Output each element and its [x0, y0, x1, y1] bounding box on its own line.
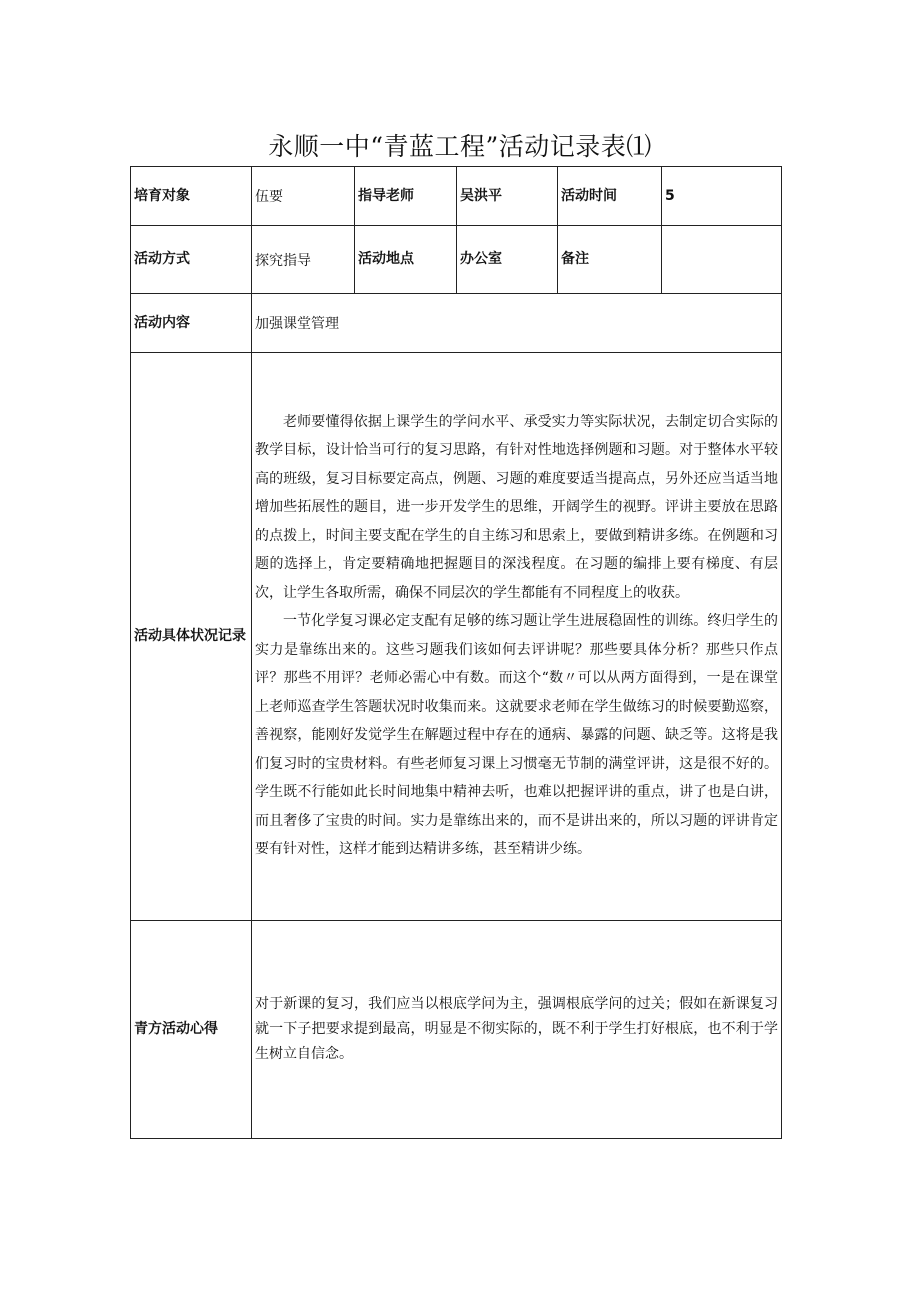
target-label: 培育对象: [131, 167, 252, 226]
reflection-text: 对于新课的复习，我们应当以根底学问为主，强调根底学问的过关；假如在新课复习就一下子把要求提到最高，明显是不彻实际的，既不利于学生打好根底，也不利于学生树立自信念。: [252, 921, 782, 1139]
record-body: [252, 353, 782, 921]
activity-record-table: [130, 166, 782, 1139]
reflection-label: 青方活动心得: [131, 921, 252, 1139]
teacher-label: 指导老师: [355, 167, 457, 226]
record-paragraph-1: 老师要懂得依据上课学生的学问水平、承受实力等实际状况，去制定切合实际的教学目标，设计恰当可行的复习思路，有针对性地选择例题和习题。对于整体水平较高的班级，复习目标要定高点，例题、习题的难度要适当提高点，另外还应当适当地增加些拓展性的题目，进一步开发学生的思维，开阔学生的视野。评讲主要放在思路的点拨上，时间主要支配在学生的自主练习和思索上，要做到精讲多练。在例题和习题的选择上，肯定要精确地把握题目的深浅程度。在习题的编排上要有梯度、有层次，让学生各取所需，确保不同层次的学生都能有不同程度上的收获。: [255, 413, 778, 601]
table-row: [131, 353, 782, 921]
table-row: [131, 921, 782, 1139]
time-value: 5: [662, 167, 782, 226]
page-title: 永顺一中“青蓝工程”活动记录表⑴: [268, 132, 652, 161]
record-paragraph-2: 一节化学复习课必定支配有足够的练习题让学生进展稳固性的训练。终归学生的实力是靠练出来的。这些习题我们该如何去评讲呢？那些要具体分析？那些只作点评？那些不用评？老师必需心中有数。而这个“数〃可以从两方面得到，一是在课堂上老师巡查学生答题状况时收集而来。这就要求老师在学生做练习的时候要勤巡察，善视察，能刚好发觉学生在解题过程中存在的通病、暴露的问题、缺乏等。这将是我们复习时的宝贵材料。有些老师复习课上习惯毫无节制的满堂评讲，这是很不好的。学生既不行能如此长时间地集中精神去听，也难以把握评讲的重点，讲了也是白讲，而且奢侈了宝贵的时间。实力是靠练出来的，而不是讲出来的，所以习题的评讲肯定要有针对性，这样才能到达精讲多练，甚至精讲少练。: [255, 613, 778, 857]
content-value: 加强课堂管理: [252, 294, 782, 353]
table-row: [131, 167, 782, 226]
note-value: [662, 226, 782, 294]
table-row: [131, 294, 782, 353]
content-label: 活动内容: [131, 294, 252, 353]
method-label: 活动方式: [131, 226, 252, 294]
target-value: 伍要: [252, 167, 355, 226]
note-label: 备注: [558, 226, 662, 294]
record-label: 活动具体状况记录: [131, 353, 252, 921]
place-label: 活动地点: [355, 226, 457, 294]
method-value: 探究指导: [252, 226, 355, 294]
place-value: 办公室: [457, 226, 558, 294]
table-row: [131, 226, 782, 294]
teacher-value: 吴洪平: [457, 167, 558, 226]
time-label: 活动时间: [558, 167, 662, 226]
